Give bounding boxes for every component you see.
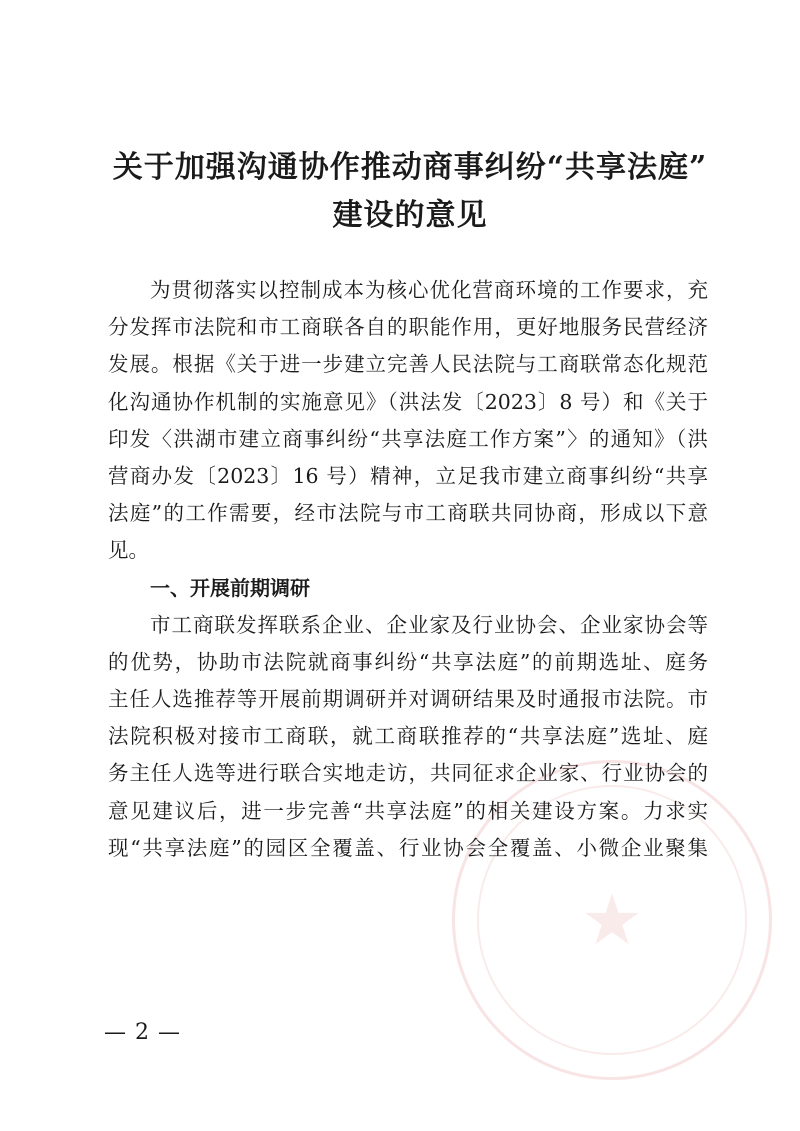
paragraph-line: 法院积极对接市工商联，就工商联推荐的“共享法庭”选址、庭: [108, 724, 708, 749]
section-heading: 一、开展前期调研: [150, 575, 310, 600]
paragraph-line: 意见建议后，进一步完善“共享法庭”的相关建设方案。力求实: [108, 798, 708, 823]
paragraph-line: 务主任人选等进行联合实地走访，共同征求企业家、行业协会的: [108, 761, 708, 786]
paragraph-line: 为贯彻落实以控制成本为核心优化营商环境的工作要求，充: [150, 278, 708, 302]
document-body: [108, 272, 708, 867]
paragraph-line: 的优势，协助市法院就商事纠纷“共享法庭”的前期选址、庭务: [108, 649, 708, 674]
paragraph-line: 见。: [108, 538, 149, 563]
paragraph-line: 印发〈洪湖市建立商事纠纷“共享法庭工作方案”〉的通知》（洪: [108, 426, 708, 451]
paragraph-line: 法庭”的工作需要，经市法院与市工商联共同协商，形成以下意: [108, 501, 708, 526]
page-number: — 2 —: [104, 1020, 181, 1045]
paragraph-line: 营商办发〔2023〕16 号）精神，立足我市建立商事纠纷“共享: [108, 463, 708, 488]
paragraph-line: 发展。根据《关于进一步建立完善人民法院与工商联常态化规范: [108, 352, 708, 377]
paragraph-line: 主任人选推荐等开展前期调研并对调研结果及时通报市法院。市: [108, 687, 708, 712]
document-title-line-2: 建设的意见: [332, 198, 488, 233]
paragraph-line: 市工商联发挥联系企业、企业家及行业协会、企业家协会等: [150, 612, 708, 637]
paragraph-line: 分发挥市法院和市工商联各自的职能作用，更好地服务民营经济: [108, 315, 708, 340]
seal-star-icon: ★: [580, 879, 644, 961]
document-title-line-1: 关于加强沟通协作推动商事纠纷“共享法庭”: [112, 150, 708, 185]
paragraph-line: 化沟通协作机制的实施意见》（洪法发〔2023〕8 号）和《关于: [108, 389, 708, 414]
paragraph-line: 现“共享法庭”的园区全覆盖、行业协会全覆盖、小微企业聚集: [108, 835, 708, 860]
